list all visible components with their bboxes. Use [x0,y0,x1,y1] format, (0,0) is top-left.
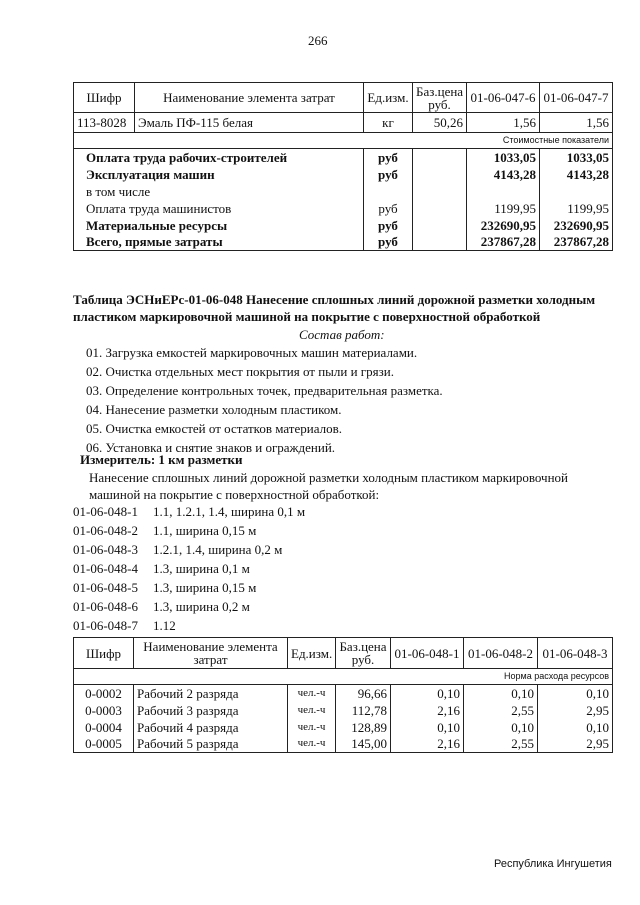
cell: 0-0005 [74,736,134,753]
table-row [74,685,613,702]
cell: Эксплуатация машин [74,166,364,183]
section-title-line1: Таблица ЭСНиЕРс-01-06-048 Нанесение сплошных линий дорожной разметки холодным [73,292,596,307]
cell: 2,55 [464,736,538,753]
cell [413,234,467,251]
cell: руб [364,200,413,217]
table-row [74,149,613,166]
cell: в том числе [74,183,364,200]
cell: 113-8028 [74,113,135,133]
cell: 0-0004 [74,719,134,736]
cell: 0,10 [538,685,613,702]
cell [413,217,467,234]
header-cell: Баз.цена руб. [413,83,467,113]
header-cell: 01-06-047-6 [467,83,540,113]
cell: 232690,95 [540,217,613,234]
code-label: 01-06-048-2 [73,523,138,538]
cell [413,149,467,166]
cell: 0-0002 [74,685,134,702]
work-item: 05. Очистка емкостей от остатков материалов. [86,421,342,436]
cell: 96,66 [336,685,391,702]
cell: Всего, прямые затраты [74,234,364,251]
cell: 112,78 [336,702,391,719]
description-line2: машиной на покрытие с поверхностной обработкой: [89,487,380,502]
cell: 1199,95 [540,200,613,217]
work-item: 04. Нанесение разметки холодным пластиком. [86,402,342,417]
code-label: 01-06-048-4 [73,561,138,576]
description-line1: Нанесение сплошных линий дорожной разметки холодным пластиком маркировочной [89,470,569,485]
header-cell: 01-06-048-2 [464,638,538,669]
cell: 128,89 [336,719,391,736]
header-cell: Шифр [74,638,134,669]
cell: 237867,28 [540,234,613,251]
table-header-row [74,638,613,669]
cell: кг [364,113,413,133]
code-label: 01-06-048-6 [73,599,138,614]
code-description: 1.3, ширина 0,1 м [153,561,250,576]
cell: руб [364,234,413,251]
code-description: 1.1, 1.2.1, 1.4, ширина 0,1 м [153,504,306,519]
cell: руб [364,166,413,183]
header-cell: Шифр [74,83,135,113]
meter-label: Измеритель: 1 км разметки [80,452,243,467]
cell [413,183,467,200]
table-row [74,234,613,251]
header-cell: Баз.цена руб. [336,638,391,669]
cell: 4143,28 [467,166,540,183]
cell: 2,95 [538,702,613,719]
cost-table [73,82,613,251]
cell: Рабочий 3 разряда [134,702,288,719]
cell: Рабочий 4 разряда [134,719,288,736]
cell [467,183,540,200]
header-cell: 01-06-048-3 [538,638,613,669]
cell: 0,10 [391,685,464,702]
cell: 2,55 [464,702,538,719]
cell: Оплата труда машинистов [74,200,364,217]
code-label: 01-06-048-3 [73,542,138,557]
code-label: 01-06-048-7 [73,618,138,633]
header-cell: 01-06-047-7 [540,83,613,113]
cell: 0,10 [464,685,538,702]
code-description: 1.3, ширина 0,15 м [153,580,257,595]
table-row [74,183,613,200]
cell: Оплата труда рабочих-строителей [74,149,364,166]
table-row [74,217,613,234]
cell: 0,10 [464,719,538,736]
works-heading: Состав работ: [299,327,385,342]
cell: чел.-ч [288,719,336,736]
cell: Рабочий 2 разряда [134,685,288,702]
section-title-line2: пластиком маркировочной машиной на покрытие с поверхностной обработкой [73,309,541,324]
cell: 1,56 [540,113,613,133]
table-row [74,736,613,753]
resource-table [73,637,613,753]
cell: 1033,05 [540,149,613,166]
cell: 4143,28 [540,166,613,183]
header-cell: Ед.изм. [288,638,336,669]
cell: чел.-ч [288,736,336,753]
table-row [74,200,613,217]
cell: 2,95 [538,736,613,753]
cell: Рабочий 5 разряда [134,736,288,753]
cell: чел.-ч [288,685,336,702]
cell: 237867,28 [467,234,540,251]
cell: 2,16 [391,702,464,719]
cell: Материальные ресурсы [74,217,364,234]
header-cell: Наименование элемента затрат [135,83,364,113]
code-description: 1.12 [153,618,176,633]
section-label: Норма расхода ресурсов [74,669,613,685]
table-row [74,702,613,719]
cell [364,183,413,200]
work-item: 03. Определение контрольных точек, предварительная разметка. [86,383,443,398]
cell: 232690,95 [467,217,540,234]
section-label: Стоимостные показатели [74,133,613,149]
cell: 0-0003 [74,702,134,719]
cell: 2,16 [391,736,464,753]
cell: руб [364,217,413,234]
cell [413,200,467,217]
cell: Эмаль ПФ-115 белая [135,113,364,133]
cell: 0,10 [538,719,613,736]
work-item: 06. Установка и снятие знаков и ограждений. [86,440,336,455]
cell: руб [364,149,413,166]
code-description: 1.3, ширина 0,2 м [153,599,250,614]
work-item: 01. Загрузка емкостей маркировочных машин материалами. [86,345,418,360]
footer-region: Республика Ингушетия [494,858,612,870]
page-number: 266 [308,33,328,48]
cell: 1199,95 [467,200,540,217]
cell [540,183,613,200]
cell: 1033,05 [467,149,540,166]
header-cell: Наименование элемента затрат [134,638,288,669]
code-label: 01-06-048-1 [73,504,138,519]
table-row [74,166,613,183]
table-row [74,719,613,736]
work-item: 02. Очистка отдельных мест покрытия от пыли и грязи. [86,364,394,379]
cell: 0,10 [391,719,464,736]
cell: чел.-ч [288,702,336,719]
table-row [74,113,613,133]
cell: 50,26 [413,113,467,133]
code-description: 1.1, ширина 0,15 м [153,523,257,538]
cell: 145,00 [336,736,391,753]
header-cell: 01-06-048-1 [391,638,464,669]
cell [413,166,467,183]
cell: 1,56 [467,113,540,133]
code-description: 1.2.1, 1.4, ширина 0,2 м [153,542,283,557]
header-cell: Ед.изм. [364,83,413,113]
table-header-row [74,83,613,113]
code-label: 01-06-048-5 [73,580,138,595]
